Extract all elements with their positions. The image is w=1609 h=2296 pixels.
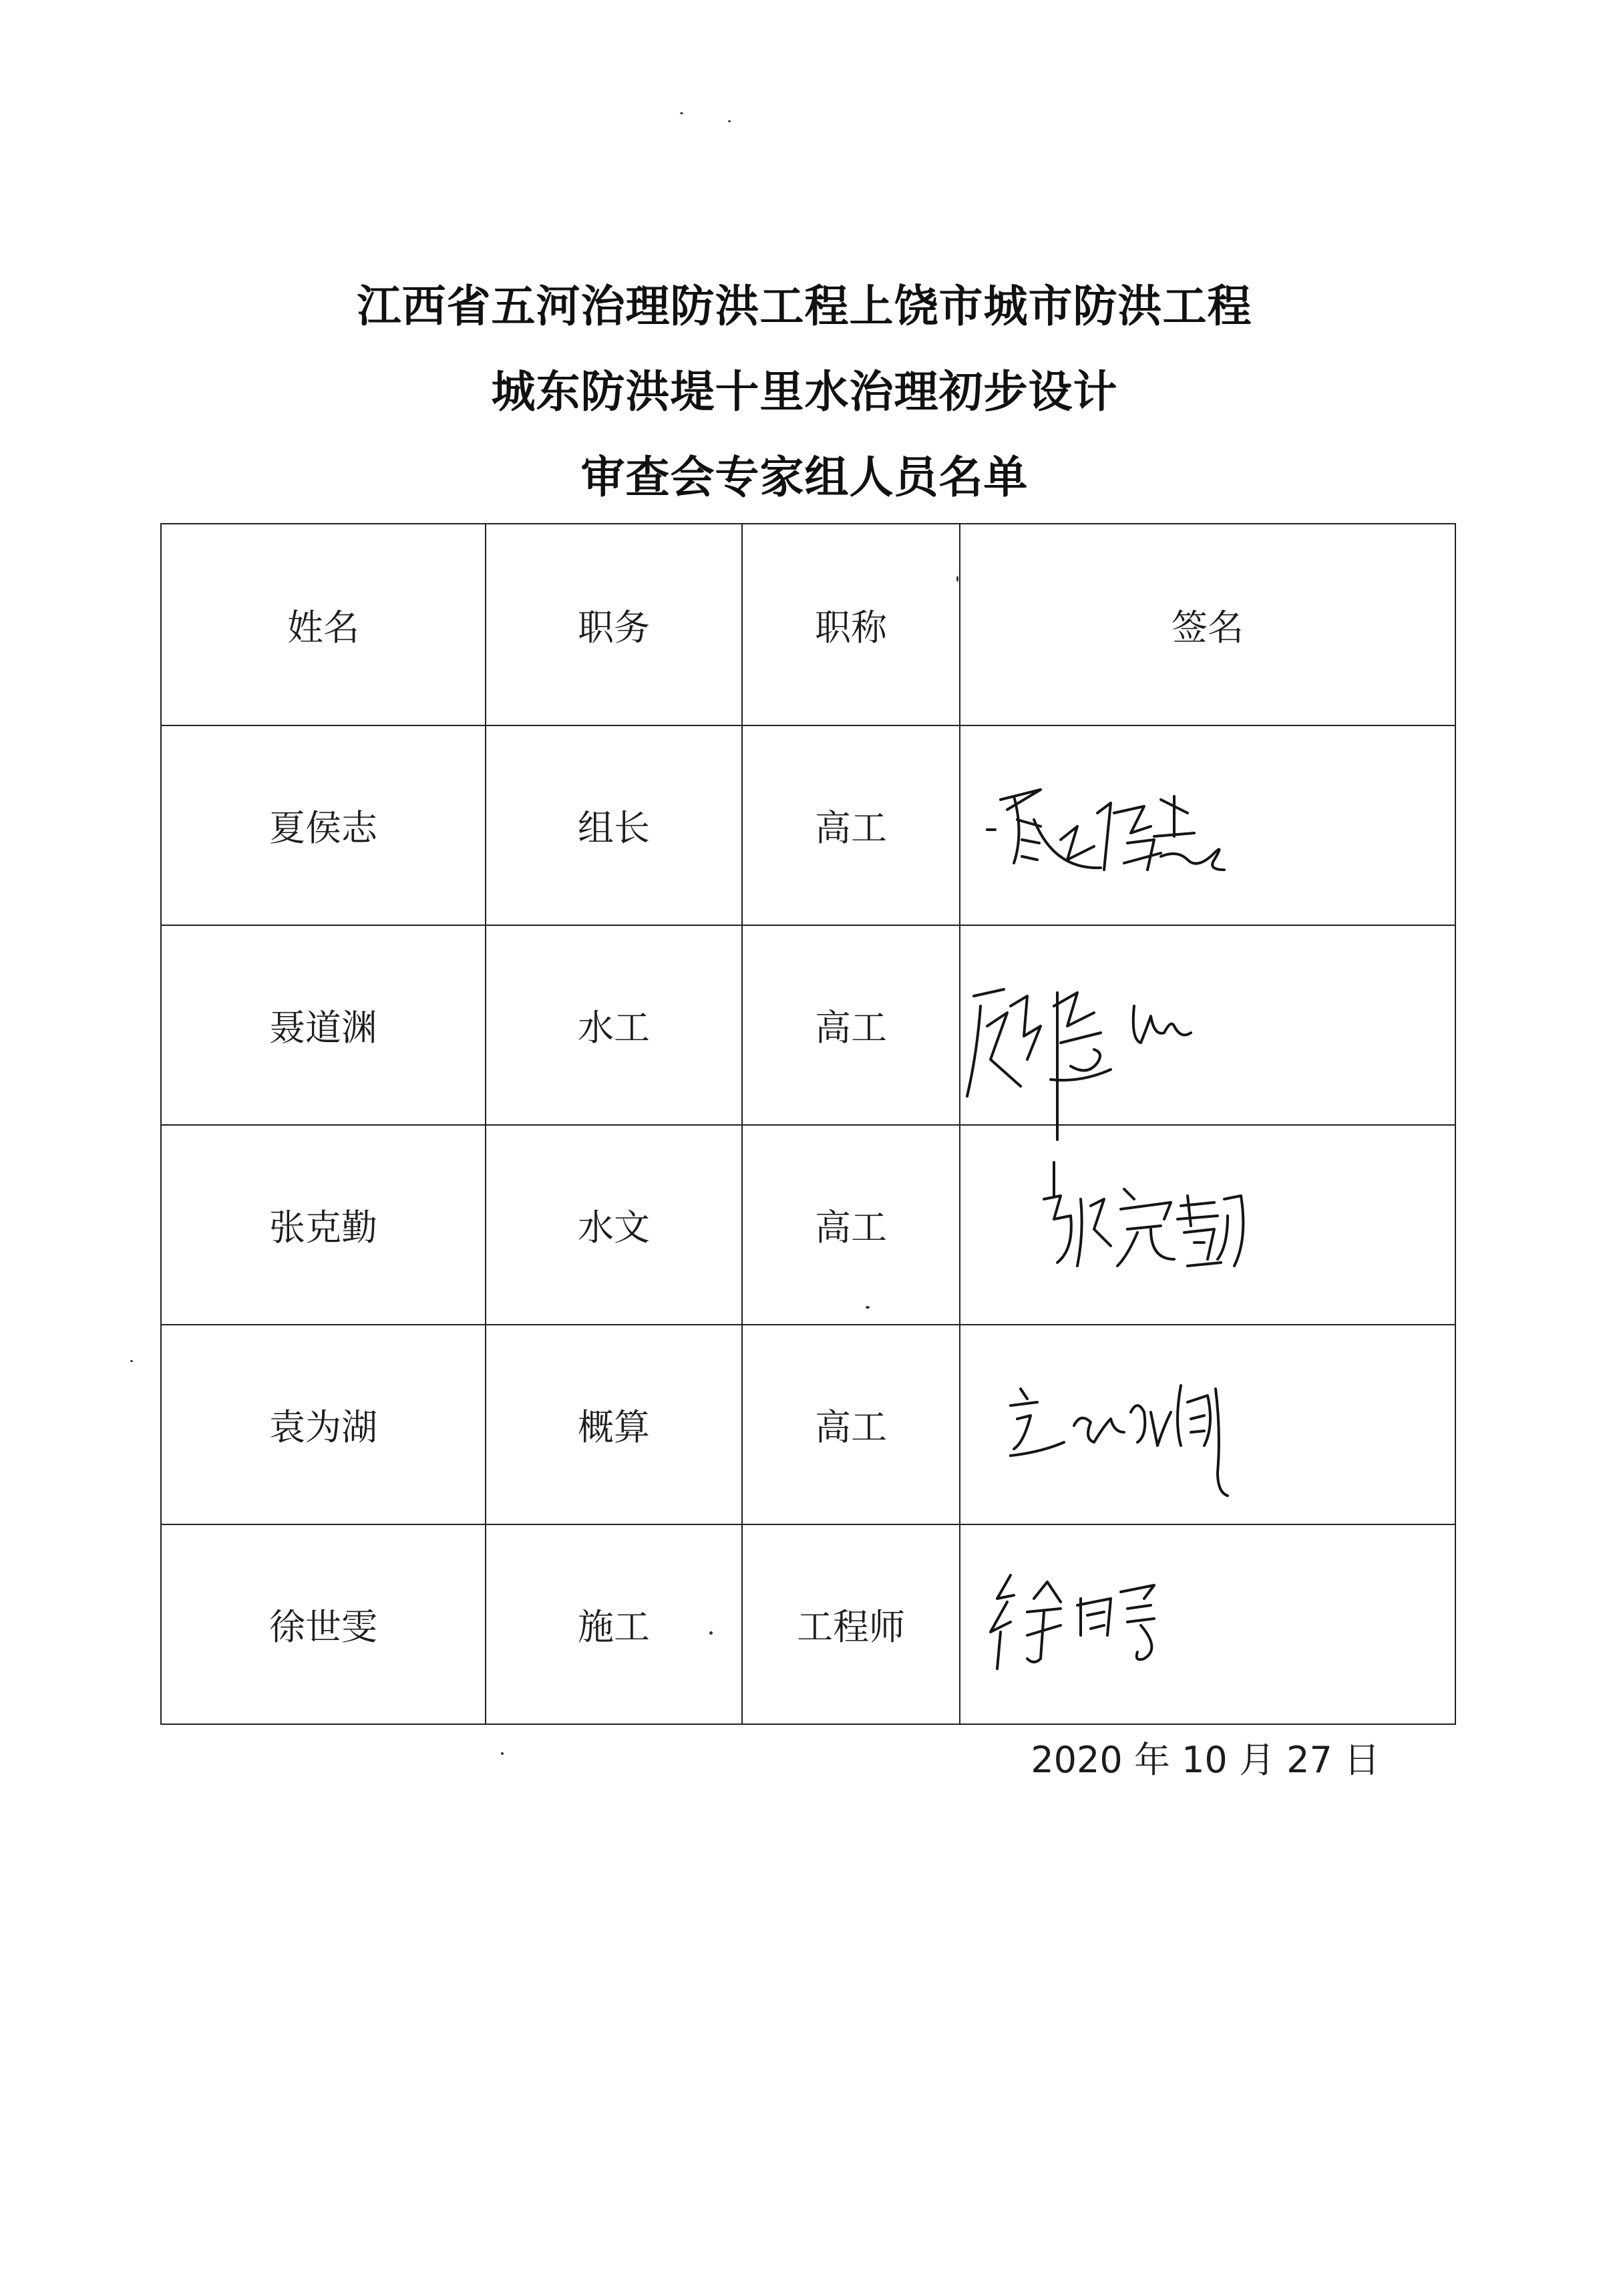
cell-duty: 概算	[486, 1325, 742, 1524]
cell-name: 徐世雯	[161, 1524, 486, 1724]
handwritten-signature	[960, 1525, 1455, 1724]
cell-duty: 组长	[486, 725, 742, 925]
title-line-3: 审查会专家组人员名单	[580, 452, 1029, 503]
cell-signature	[960, 725, 1455, 925]
cell-duty: 水文	[486, 1125, 742, 1325]
document-title	[0, 264, 1609, 520]
scan-speck	[709, 1631, 713, 1635]
cell-title: 高工	[742, 725, 960, 925]
scan-speck	[501, 1752, 504, 1755]
table-row	[161, 725, 1455, 925]
cell-name: 夏侯志	[161, 725, 486, 925]
table-row	[161, 1325, 1455, 1524]
cell-title: 高工	[742, 1325, 960, 1524]
header-title: 职称	[742, 524, 960, 725]
header-duty: 职务	[486, 524, 742, 725]
cell-signature	[960, 1524, 1455, 1724]
scan-speck	[680, 112, 683, 114]
expert-roster-table	[160, 523, 1456, 1725]
header-name: 姓名	[161, 524, 486, 725]
handwritten-signature	[960, 1126, 1455, 1324]
cell-title: 高工	[742, 925, 960, 1125]
scan-speck	[728, 120, 731, 122]
cell-title: 高工	[742, 1125, 960, 1325]
handwritten-signature	[960, 1325, 1455, 1524]
title-line-1: 江西省五河治理防洪工程上饶市城市防洪工程	[357, 281, 1252, 332]
cell-duty: 水工	[486, 925, 742, 1125]
handwritten-signature	[960, 726, 1455, 925]
scan-speck	[130, 1360, 133, 1362]
table-row	[161, 925, 1455, 1125]
table-row	[161, 1524, 1455, 1724]
scan-speck	[866, 1306, 870, 1309]
title-line-2: 城东防洪堤十里水治理初步设计	[491, 366, 1118, 418]
table-header-row	[161, 524, 1455, 725]
cell-name: 聂道渊	[161, 925, 486, 1125]
cell-signature	[960, 1325, 1455, 1524]
handwritten-signature	[960, 926, 1455, 1124]
header-signature: 签名	[960, 524, 1455, 725]
cell-name: 张克勤	[161, 1125, 486, 1325]
cell-duty: 施工	[486, 1524, 742, 1724]
table-row	[161, 1125, 1455, 1325]
cell-signature	[960, 1125, 1455, 1325]
scan-speck	[956, 576, 958, 582]
cell-signature	[960, 925, 1455, 1125]
signing-date: 2020 年 10 月 27 日	[1031, 1739, 1380, 1781]
cell-title: 工程师	[742, 1524, 960, 1724]
cell-name: 袁为湖	[161, 1325, 486, 1524]
